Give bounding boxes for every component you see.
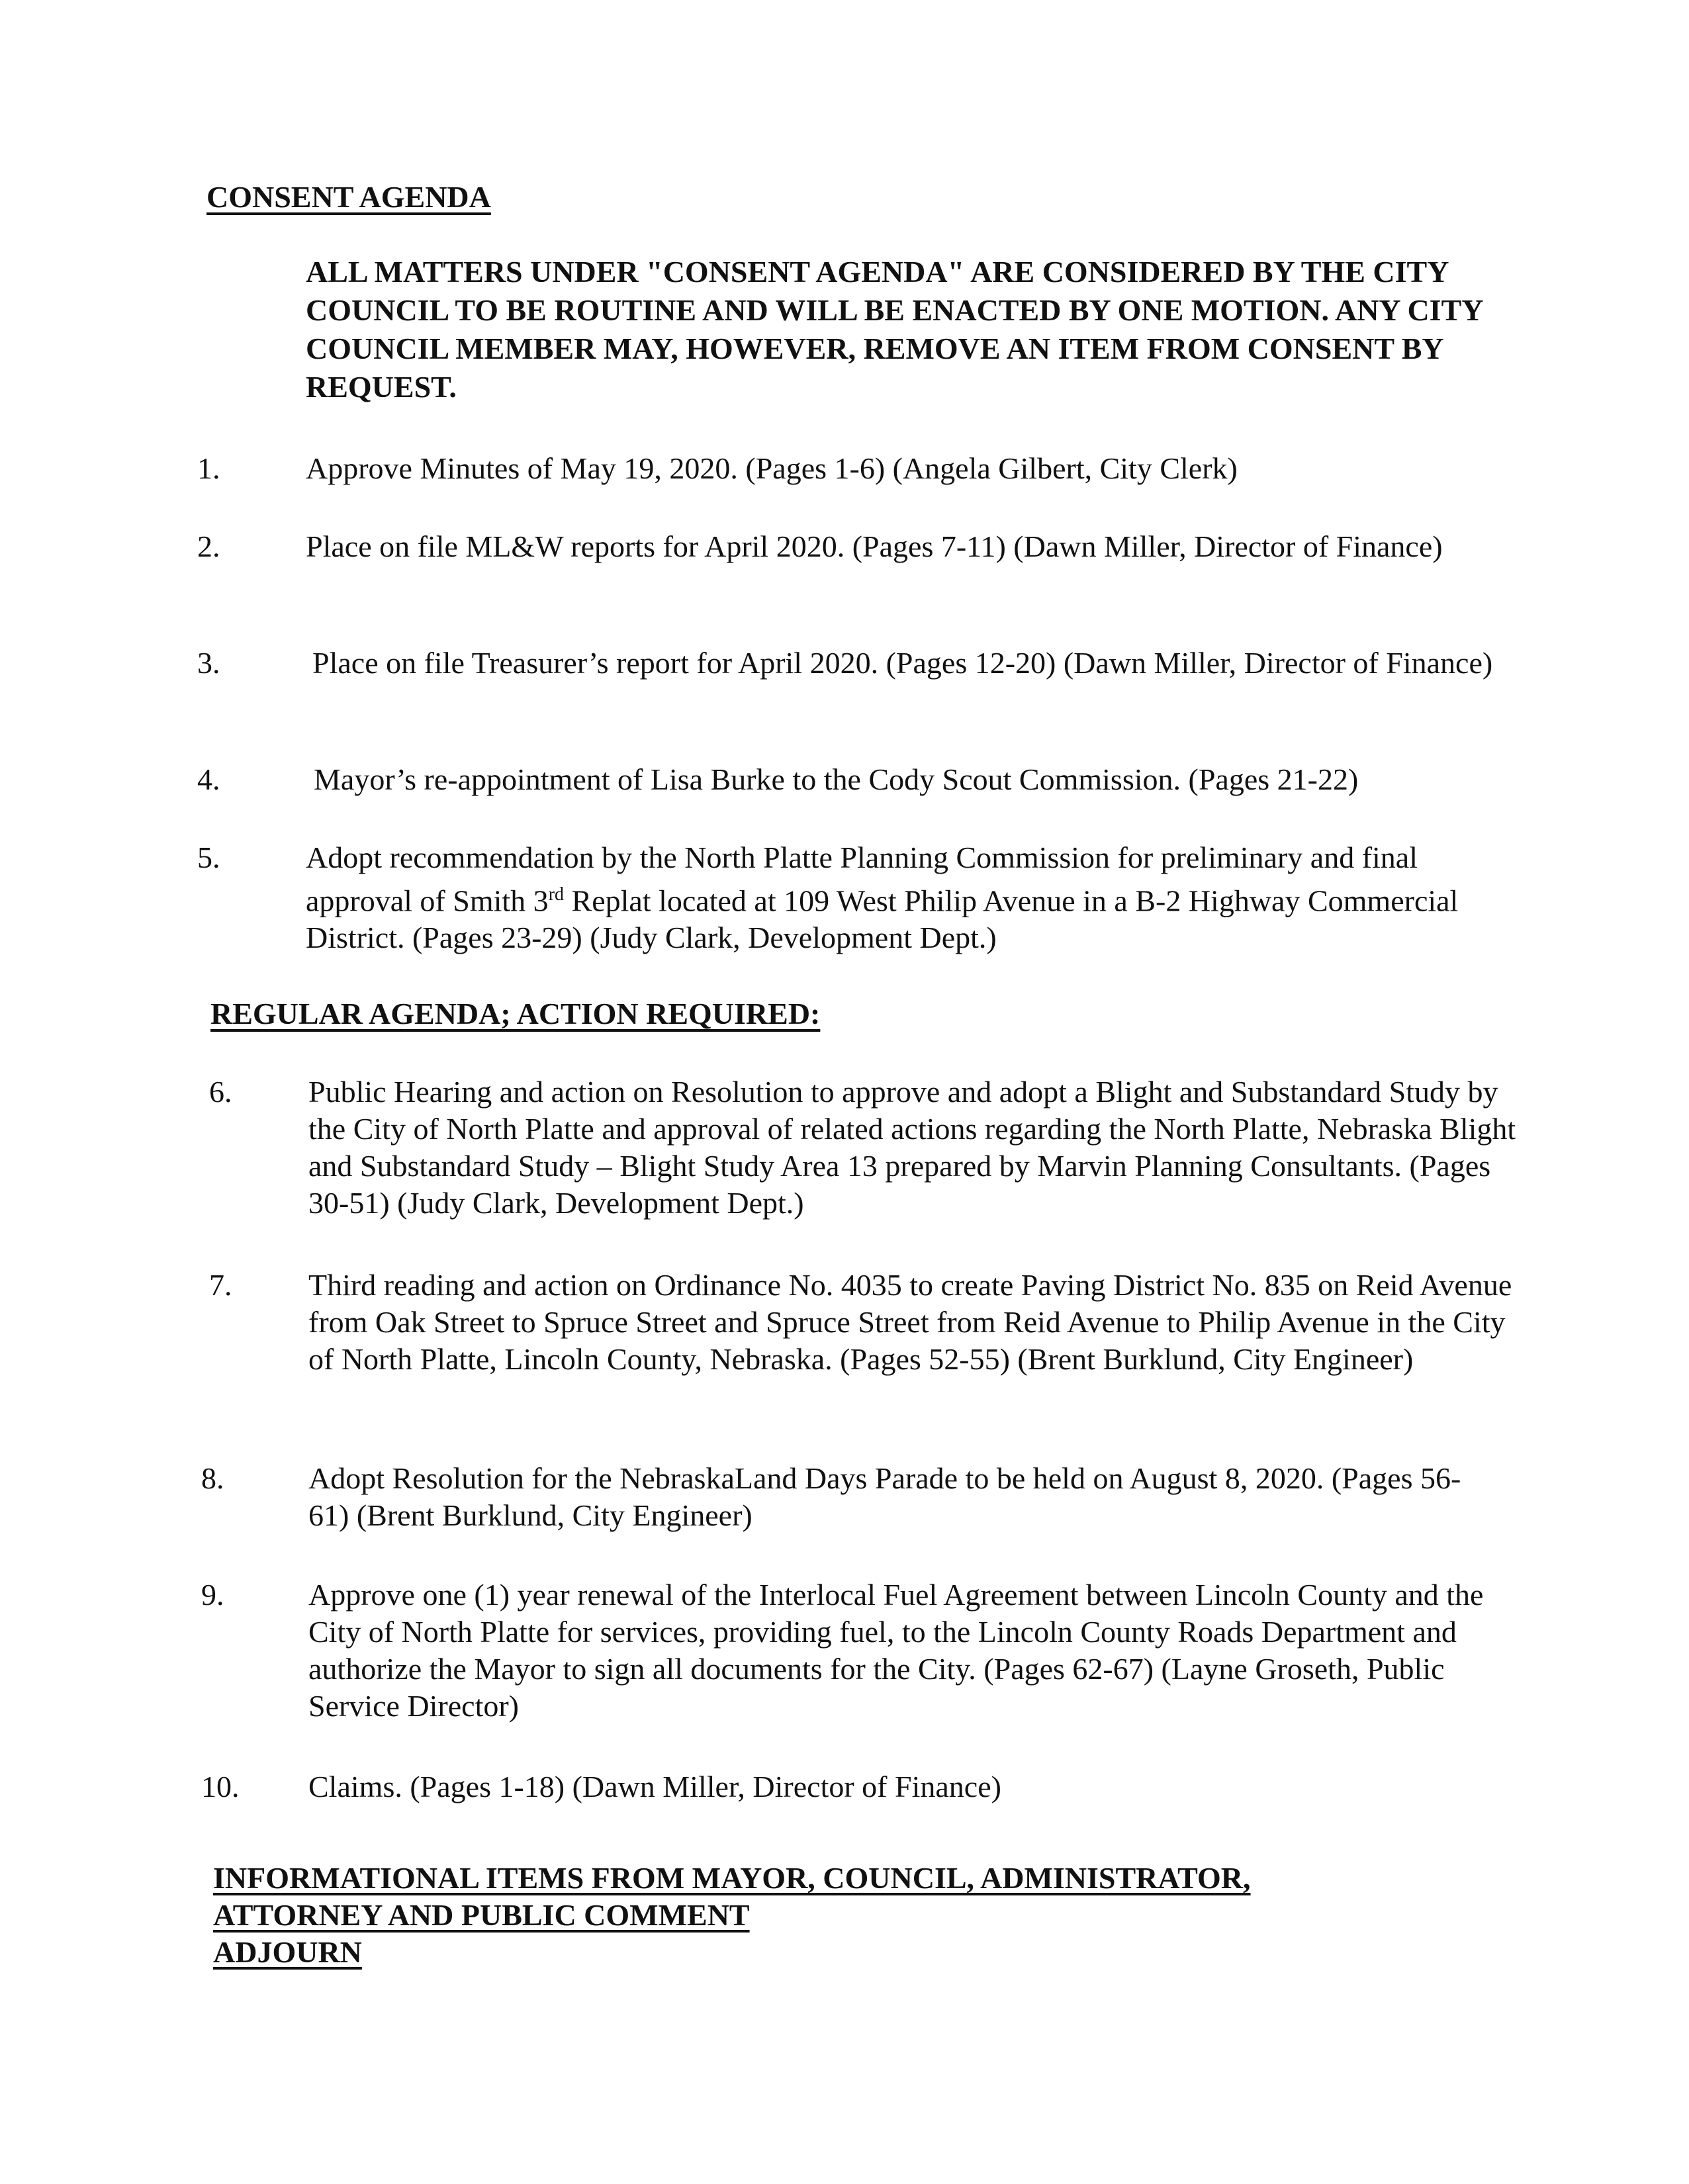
item-number: 10. bbox=[201, 1770, 240, 1803]
consent-agenda-heading: CONSENT AGENDA bbox=[206, 180, 491, 214]
item-number: 7. bbox=[209, 1268, 232, 1302]
item-text: Place on file Treasurer’s report for April 2020. (Pages 12-20) (Dawn Miller, Director of Finance) bbox=[312, 646, 1493, 680]
item-number: 9. bbox=[201, 1578, 224, 1612]
item-text: Approve one (1) year renewal of the Interlocal Fuel Agreement between Lincoln County and the City of North Platte for services, providing fuel, to the Lincoln County Roads Department and authorize the Mayor to sign all documents for the City. (Pages 62-67) (Layne Groseth, Public Service Director) bbox=[308, 1578, 1484, 1723]
item-text: Public Hearing and action on Resolution to approve and adopt a Blight and Substandard Study by the City of North Platte and approval of related actions regarding the North Platte, Nebraska Blight and Substandard Study – Blight Study Area 13 prepared by Marvin Planning Consultants. (Pages 30-51) (Judy Clark, Development Dept.) bbox=[308, 1075, 1516, 1220]
item-number: 8. bbox=[201, 1461, 224, 1495]
item-number: 1. bbox=[197, 451, 220, 485]
public-comment-heading: ATTORNEY AND PUBLIC COMMENT bbox=[213, 1898, 750, 1932]
item-text: Approve Minutes of May 19, 2020. (Pages 1-6) (Angela Gilbert, City Clerk) bbox=[306, 451, 1238, 485]
item-text: Third reading and action on Ordinance No. 4035 to create Paving District No. 835 on Reid Avenue from Oak Street to Spruce Street and Spruce Street from Reid Avenue to Philip Avenue in the City of North Platte, Lincoln County, Nebraska. (Pages 52-55) (Brent Burklund, City Engineer) bbox=[308, 1268, 1512, 1376]
item-text-part-1: Adopt recommendation by the North Platte Planning Commission for preliminary and final approval of Smith 3 bbox=[306, 841, 1418, 918]
item-text-part-2: Replat located at 109 West Philip Avenue in a B-2 Highway Commercial District. (Pages 23-29) (Judy Clark, Development Dept.) bbox=[306, 884, 1459, 955]
item-number: 6. bbox=[209, 1075, 232, 1109]
ordinal-superscript: rd bbox=[548, 884, 565, 905]
item-text: Claims. (Pages 1-18) (Dawn Miller, Director of Finance) bbox=[308, 1770, 1001, 1803]
item-number: 3. bbox=[197, 646, 220, 680]
adjourn-heading: ADJOURN bbox=[213, 1935, 362, 1969]
closing-section bbox=[213, 1860, 1251, 1971]
item-text bbox=[306, 839, 1524, 956]
consent-agenda-notice: ALL MATTERS UNDER "CONSENT AGENDA" ARE CONSIDERED BY THE CITY COUNCIL TO BE ROUTINE AND WILL BE ENACTED BY ONE MOTION. ANY CITY COUNCIL MEMBER MAY, HOWEVER, REMOVE AN ITEM FROM CONSENT BY REQUEST. bbox=[306, 255, 1483, 404]
item-number: 5. bbox=[197, 841, 220, 874]
item-text: Adopt Resolution for the NebraskaLand Days Parade to be held on August 8, 2020. (Pages 56-61) (Brent Burklund, City Engineer) bbox=[308, 1461, 1461, 1532]
informational-items-heading: INFORMATIONAL ITEMS FROM MAYOR, COUNCIL, ADMINISTRATOR, bbox=[213, 1861, 1251, 1895]
item-number: 2. bbox=[197, 529, 220, 563]
item-number: 4. bbox=[197, 762, 220, 796]
item-text: Mayor’s re-appointment of Lisa Burke to the Cody Scout Commission. (Pages 21-22) bbox=[314, 762, 1359, 796]
regular-agenda-heading: REGULAR AGENDA; ACTION REQUIRED: bbox=[210, 997, 821, 1030]
item-text: Place on file ML&W reports for April 2020. (Pages 7-11) (Dawn Miller, Director of Finance) bbox=[306, 529, 1443, 563]
